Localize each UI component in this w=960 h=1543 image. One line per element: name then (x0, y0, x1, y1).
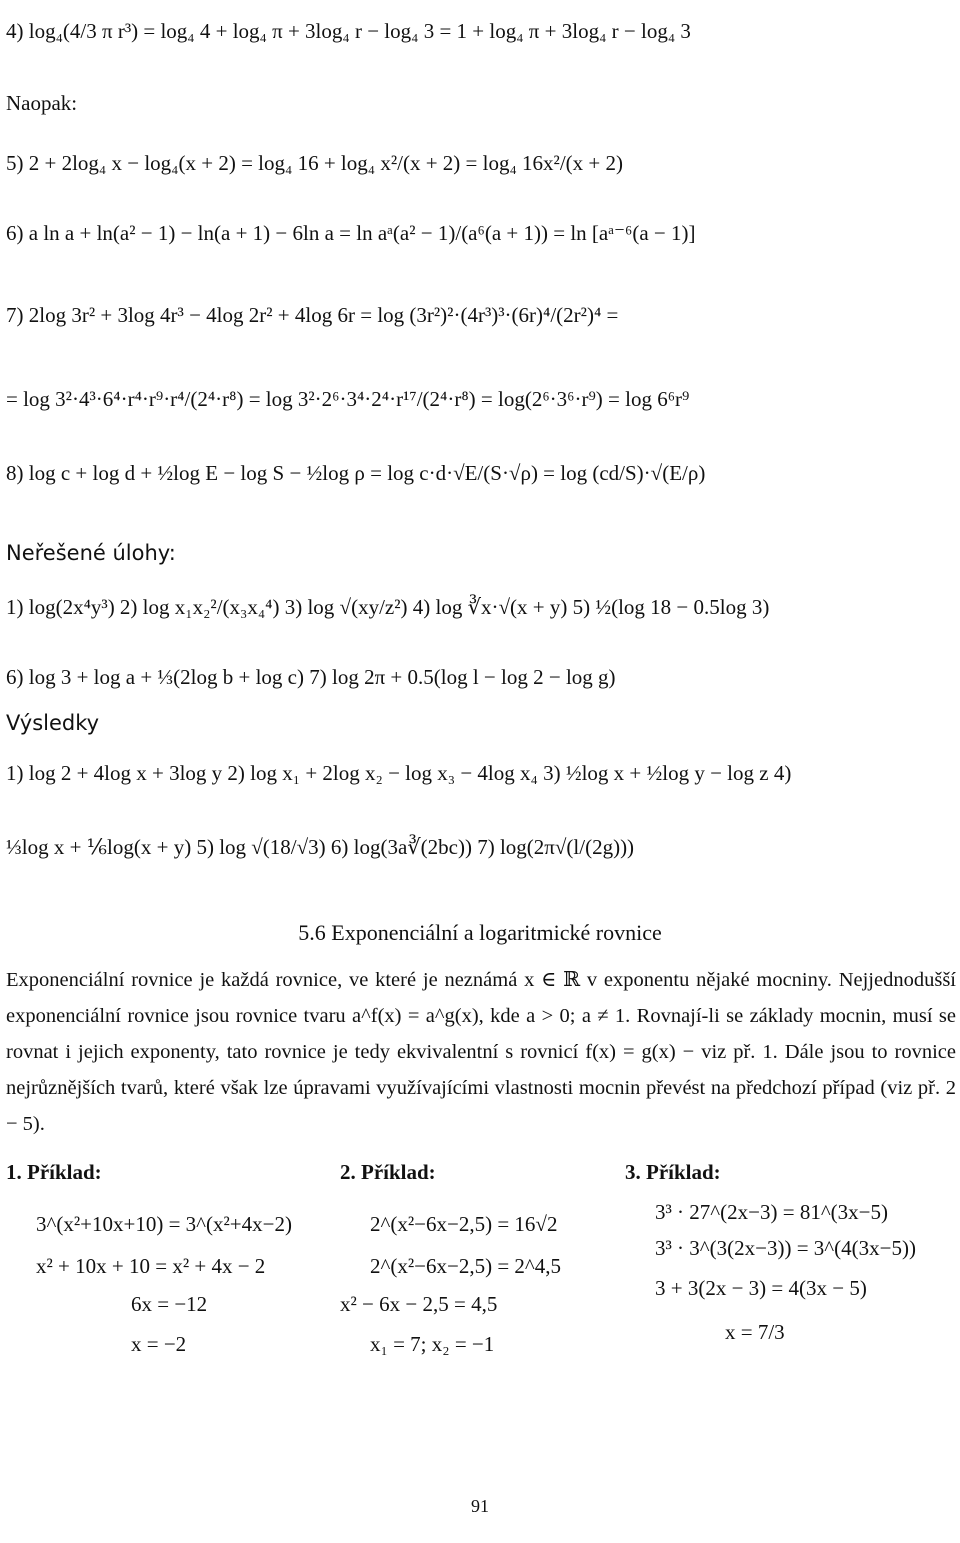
example-3-line-2: 3³ · 3^(3(2x−3)) = 3^(4(3x−5)) (655, 1236, 916, 1260)
intro-paragraph: Exponenciální rovnice je každá rovnice, ve které je neznámá x ∈ ℝ v exponentu nějaké mocniny. Nejjednodušší exponenciální rovnice jsou rovnice tvaru a^f(x) = a^g(x), kde a > 0; a ≠ 1. Rovnají-li se základy mocnin, musí se rovnat i jejich exponenty, tato rovnice je tedy ekvivalentní s rovnicí f(x) = g(x) − viz př. 1. Dále jsou to rovnice nejrůznějších tvarů, které však lze úpravami využívajícími vlastnosti mocnin převést na předchozí případ (viz př. 2 − 5). (6, 969, 956, 1135)
naopak-label: Naopak: (6, 91, 78, 115)
example-2-line-4: x₁ = 7; x₂ = −1 (370, 1332, 495, 1356)
example-2-line-1: 2^(x²−6x−2,5) = 16√2 (370, 1212, 558, 1236)
example-2-title: 2. Příklad: (340, 1160, 436, 1184)
example-3-line-3: 3 + 3(2x − 3) = 4(3x − 5) (655, 1276, 867, 1300)
example-1-line-4: x = −2 (131, 1332, 187, 1356)
example-1-line-3: 6x = −12 (131, 1292, 208, 1316)
example-2-line-2: 2^(x²−6x−2,5) = 2^4,5 (370, 1254, 562, 1278)
example-3 (625, 1160, 955, 1344)
math-line-7: 7) 2log 3r² + 3log 4r³ − 4log 2r² + 4log 6r = log (3r²)²·(4r³)³·(6r)⁴/(2r²)⁴ = (6, 303, 619, 327)
results-line-1: 1) log 2 + 4log x + 3log y 2) log x₁ + 2log x₂ − log x₃ − 4log x₄ 3) ½log x + ½log y − log z 4) (6, 761, 792, 785)
page-number: 91 (471, 1496, 489, 1516)
tasks-title: Neřešené úlohy: (6, 541, 176, 565)
example-1-line-2: x² + 10x + 10 = x² + 4x − 2 (36, 1254, 266, 1278)
example-2 (340, 1160, 610, 1356)
example-3-line-4: x = 7/3 (725, 1320, 785, 1344)
example-1-line-1: 3^(x²+10x+10) = 3^(x²+4x−2) (36, 1212, 292, 1236)
example-3-title: 3. Příklad: (625, 1160, 721, 1184)
math-line-8: 8) log c + log d + ½log E − log S − ½log ρ = log c·d·√E/(S·√ρ) = log (cd/S)·√(E/ρ) (6, 461, 706, 485)
math-line-5: 5) 2 + 2log₄ x − log₄(x + 2) = log₄ 16 + log₄ x²/(x + 2) = log₄ 16x²/(x + 2) (6, 151, 623, 175)
example-1 (6, 1160, 326, 1356)
example-2-line-3: x² − 6x − 2,5 = 4,5 (340, 1292, 498, 1316)
math-line-7-cont: = log 3²·4³·6⁴·r⁴·r⁹·r⁴/(2⁴·r⁸) = log 3²·2⁶·3⁴·2⁴·r¹⁷/(2⁴·r⁸) = log(2⁶·3⁶·r⁹) = log 6⁶r⁹ (6, 387, 690, 411)
tasks-line-1: 1) log(2x⁴y³) 2) log x₁x₂²/(x₃x₄⁴) 3) log √(xy/z²) 4) log ∛x·√(x + y) 5) ½(log 18 − 0.5log 3) (6, 595, 770, 619)
results-title: Výsledky (6, 711, 100, 735)
math-line-6: 6) a ln a + ln(a² − 1) − ln(a + 1) − 6ln a = ln aᵃ(a² − 1)/(a⁶(a + 1)) = ln [aᵃ⁻⁶(a − 1)] (6, 221, 696, 245)
tasks-line-2: 6) log 3 + log a + ⅓(2log b + log c) 7) log 2π + 0.5(log l − log 2 − log g) (6, 665, 616, 689)
example-3-line-1: 3³ · 27^(2x−3) = 81^(3x−5) (655, 1200, 888, 1224)
example-1-title: 1. Příklad: (6, 1160, 102, 1184)
section-heading: 5.6 Exponenciální a logaritmické rovnice (298, 920, 662, 945)
results-line-2: ⅓log x + ⅙log(x + y) 5) log √(18/√3) 6) log(3a∛(2bc)) 7) log(2π√(l/(2g))) (6, 835, 635, 859)
math-line-4: 4) log₄(4/3 π r³) = log₄ 4 + log₄ π + 3log₄ r − log₄ 3 = 1 + log₄ π + 3log₄ r − log₄ 3 (6, 19, 691, 43)
